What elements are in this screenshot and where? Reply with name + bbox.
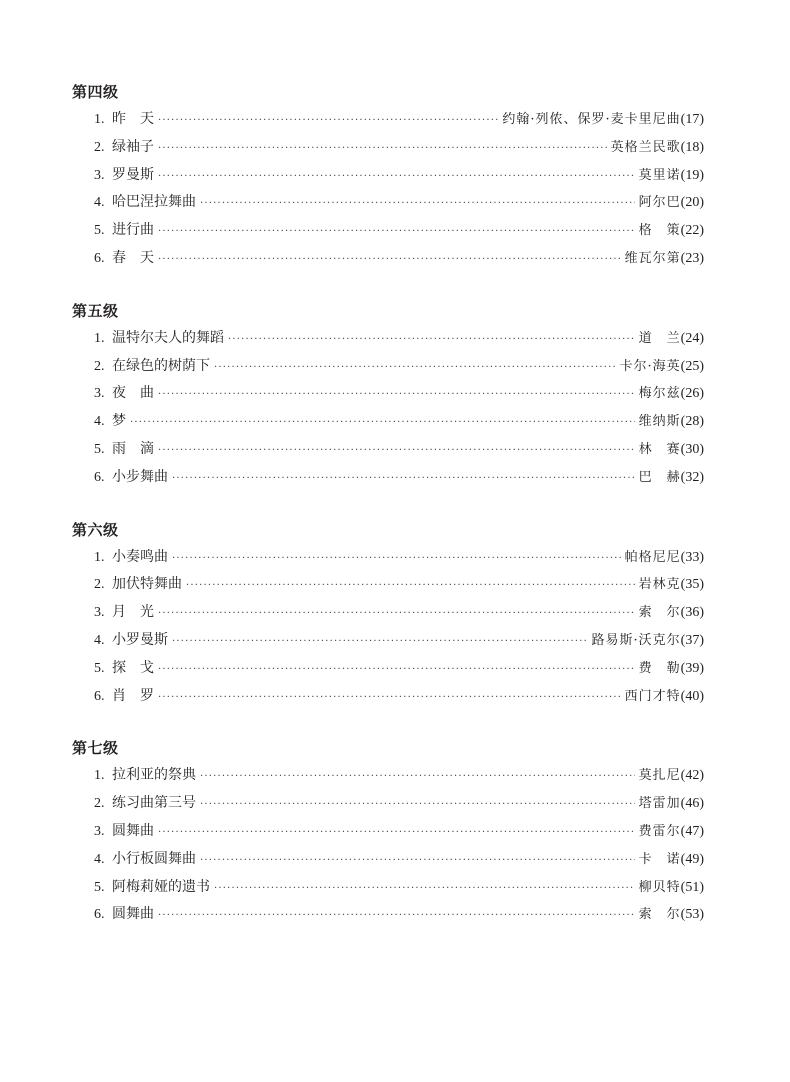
entry-title: 绿袖子 (112, 138, 154, 155)
dot-leader (158, 135, 607, 163)
toc-entry[interactable] (72, 325, 704, 353)
entry-composer: 费 勒 (638, 660, 681, 676)
entry-title: 春 天 (112, 249, 154, 266)
entry-title: 温特尔夫人的舞蹈 (112, 329, 224, 346)
entry-number: 2. (94, 139, 105, 155)
entry-composer: 卡尔·海英 (619, 358, 681, 374)
entry-page: (18) (680, 139, 704, 155)
level-section (72, 736, 704, 929)
entry-number: 4. (94, 851, 105, 867)
dot-leader (214, 354, 616, 382)
dot-leader (200, 190, 635, 218)
entry-number: 1. (94, 549, 105, 565)
entry-number: 1. (94, 768, 105, 784)
entry-page: (42) (680, 768, 704, 784)
entry-number: 3. (94, 605, 105, 621)
table-of-contents (72, 80, 704, 955)
toc-entry[interactable] (72, 655, 704, 683)
toc-entry[interactable] (72, 106, 704, 134)
dot-leader (172, 628, 588, 656)
entry-page: (28) (680, 414, 704, 430)
level-title: 第四级 (72, 83, 119, 101)
entry-number: 1. (94, 112, 105, 127)
entry-page: (37) (680, 632, 704, 648)
entry-number: 2. (94, 358, 105, 374)
entry-composer: 英格兰民歌 (610, 139, 681, 155)
toc-entry[interactable] (72, 762, 704, 790)
toc-entry[interactable] (72, 162, 704, 190)
entry-composer: 林 赛 (638, 441, 681, 457)
dot-leader (228, 326, 635, 354)
entry-composer: 索 尔 (638, 605, 681, 621)
entry-composer: 柳贝特 (638, 879, 681, 895)
entry-title: 小罗曼斯 (112, 631, 168, 648)
entry-number: 3. (94, 386, 105, 402)
entry-number: 5. (94, 441, 105, 457)
entry-number: 6. (94, 688, 105, 704)
entry-number: 6. (94, 469, 105, 485)
dot-leader (158, 381, 635, 409)
dot-leader (158, 437, 635, 465)
entry-title: 阿梅莉娅的遗书 (112, 878, 210, 895)
entry-title: 小步舞曲 (112, 468, 168, 485)
dot-leader (200, 763, 635, 791)
entry-number: 5. (94, 223, 105, 239)
entry-page: (51) (680, 879, 704, 895)
entry-title: 在绿色的树荫下 (112, 357, 210, 374)
entry-page: (47) (680, 823, 704, 839)
entry-page: (53) (680, 907, 704, 923)
entry-title: 加伏特舞曲 (112, 576, 182, 593)
entry-title: 雨 滴 (112, 440, 154, 457)
entry-page: (46) (680, 796, 704, 812)
entry-number: 5. (94, 660, 105, 676)
dot-leader (158, 107, 498, 135)
toc-entry[interactable] (72, 245, 704, 273)
toc-entry[interactable] (72, 353, 704, 381)
entry-title: 罗曼斯 (112, 166, 154, 183)
dot-leader (158, 656, 635, 684)
toc-entry[interactable] (72, 408, 704, 436)
entry-composer: 费雷尔 (638, 823, 681, 839)
dot-leader (158, 600, 635, 628)
entry-title: 肖 罗 (112, 687, 154, 704)
entry-title: 哈巴涅拉舞曲 (112, 194, 196, 211)
entry-composer: 约翰·列侬、保罗·麦卡里尼曲 (502, 112, 681, 127)
entry-number: 4. (94, 195, 105, 211)
entry-composer: 道 兰 (638, 330, 681, 346)
entry-page: (24) (680, 330, 704, 346)
toc-entry[interactable] (72, 790, 704, 818)
entry-number: 3. (94, 167, 105, 183)
toc-entry[interactable] (72, 571, 704, 599)
entry-number: 4. (94, 414, 105, 430)
dot-leader (158, 163, 635, 191)
entry-composer: 阿尔巴 (638, 195, 681, 211)
entry-page: (33) (680, 549, 704, 565)
entry-page: (19) (680, 167, 704, 183)
entry-page: (49) (680, 851, 704, 867)
dot-leader (158, 819, 635, 847)
entry-page: (30) (680, 441, 704, 457)
dot-leader (158, 246, 621, 274)
toc-entry[interactable] (72, 683, 704, 711)
dot-leader (158, 218, 635, 246)
toc-entry[interactable] (72, 134, 704, 162)
entry-composer: 卡 诺 (638, 851, 681, 867)
entry-page: (17) (680, 112, 704, 127)
entry-number: 5. (94, 879, 105, 895)
toc-entry[interactable] (72, 436, 704, 464)
dot-leader (186, 572, 635, 600)
dot-leader (172, 545, 621, 573)
entry-composer: 路易斯·沃克尔 (591, 632, 681, 648)
entry-page: (23) (680, 250, 704, 266)
dot-leader (130, 409, 635, 437)
level-title: 第六级 (72, 520, 119, 539)
entry-title: 圆舞曲 (112, 906, 154, 923)
level-section (72, 80, 704, 273)
dot-leader (158, 902, 635, 930)
entry-composer: 莫扎尼 (638, 768, 681, 784)
entry-composer: 西门才特 (624, 688, 681, 704)
entry-number: 6. (94, 907, 105, 923)
entry-number: 1. (94, 330, 105, 346)
entry-number: 2. (94, 796, 105, 812)
toc-entry[interactable] (72, 217, 704, 245)
entry-title: 夜 曲 (112, 385, 154, 402)
toc-entry[interactable] (72, 846, 704, 874)
level-section (72, 518, 704, 711)
entry-page: (26) (680, 386, 704, 402)
entry-title: 月 光 (112, 604, 154, 621)
entry-title: 小奏鸣曲 (112, 548, 168, 565)
entry-composer: 维瓦尔第 (624, 250, 681, 266)
entry-number: 6. (94, 250, 105, 266)
toc-entry[interactable] (72, 901, 704, 929)
dot-leader (158, 684, 621, 712)
dot-leader (200, 847, 635, 875)
entry-page: (35) (680, 577, 704, 593)
entry-composer: 维纳斯 (638, 414, 681, 430)
entry-page: (32) (680, 469, 704, 485)
toc-entry[interactable] (72, 627, 704, 655)
entry-number: 4. (94, 632, 105, 648)
dot-leader (200, 791, 635, 819)
toc-entry[interactable] (72, 874, 704, 902)
level-title: 第七级 (72, 739, 119, 758)
entry-title: 梦 (112, 413, 126, 430)
toc-entry[interactable] (72, 380, 704, 408)
entry-title: 圆舞曲 (112, 822, 154, 839)
entry-number: 2. (94, 577, 105, 593)
entry-page: (20) (680, 195, 704, 211)
entry-title: 进行曲 (112, 222, 154, 239)
entry-composer: 莫里诺 (638, 167, 681, 183)
dot-leader (172, 465, 635, 493)
entry-page: (39) (680, 660, 704, 676)
toc-entry[interactable] (72, 189, 704, 217)
toc-entry[interactable] (72, 818, 704, 846)
entry-title: 拉利亚的祭典 (112, 767, 196, 784)
entry-page: (25) (680, 358, 704, 374)
dot-leader (214, 875, 635, 903)
entry-page: (22) (680, 223, 704, 239)
toc-entry[interactable] (72, 464, 704, 492)
level-title: 第五级 (72, 301, 119, 320)
entry-composer: 梅尔兹 (638, 386, 681, 402)
entry-composer: 帕格尼尼 (624, 549, 681, 565)
entry-title: 昨 天 (112, 111, 154, 127)
toc-entry[interactable] (72, 599, 704, 627)
entry-title: 探 戈 (112, 659, 154, 676)
entry-composer: 岩林克 (638, 577, 681, 593)
toc-entry[interactable] (72, 544, 704, 572)
entry-page: (36) (680, 605, 704, 621)
entry-title: 练习曲第三号 (112, 795, 196, 812)
entry-number: 3. (94, 823, 105, 839)
entry-composer: 巴 赫 (638, 469, 681, 485)
entry-composer: 塔雷加 (638, 796, 681, 812)
entry-composer: 索 尔 (638, 907, 681, 923)
entry-title: 小行板圆舞曲 (112, 850, 196, 867)
entry-page: (40) (680, 688, 704, 704)
level-section (72, 299, 704, 492)
entry-composer: 格 策 (638, 223, 681, 239)
